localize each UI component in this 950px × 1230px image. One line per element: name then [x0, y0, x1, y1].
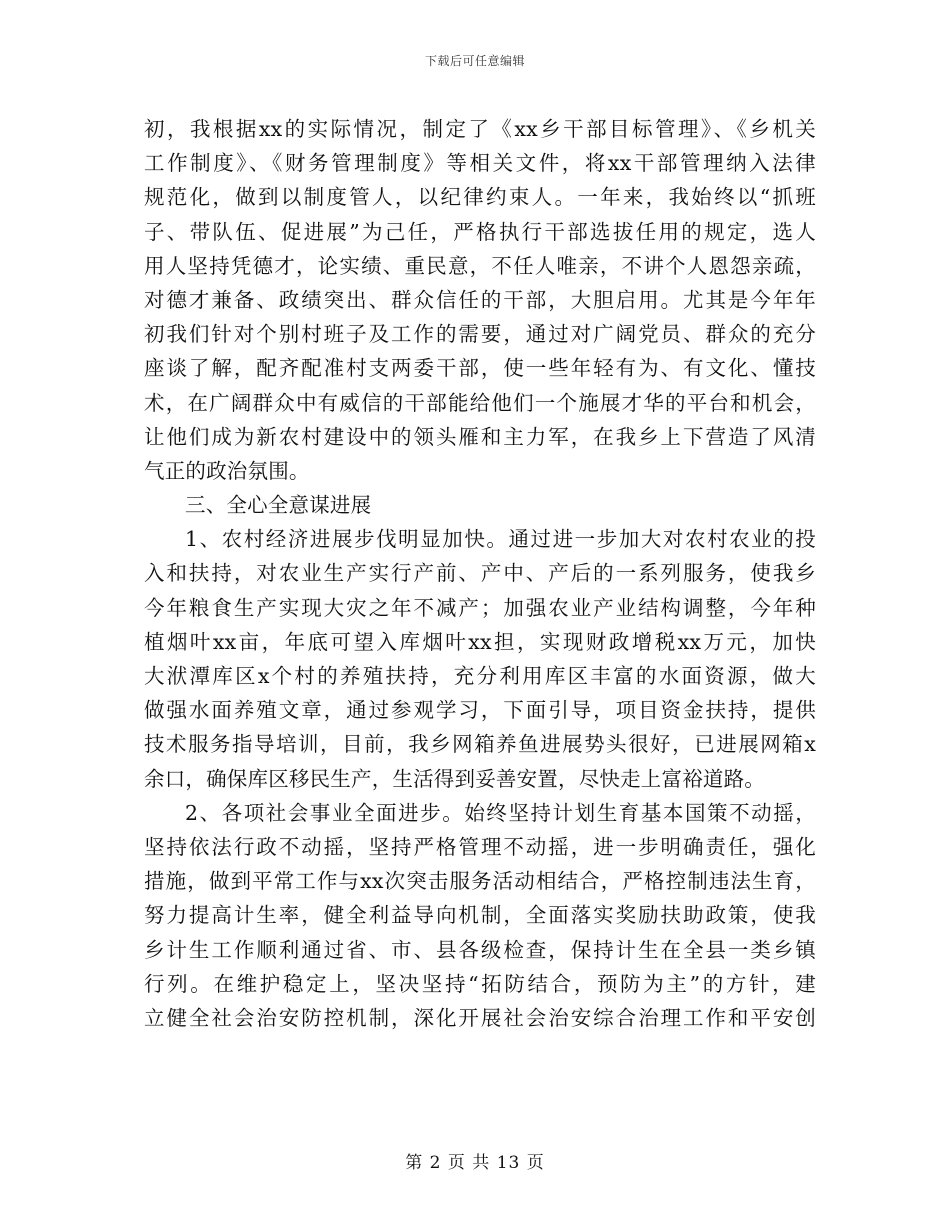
text-line: 今年粮食生产实现大灾之年不减产；加强农业产业结构调整，今年种 — [144, 595, 816, 620]
page-header: 下载后可任意编辑 — [424, 54, 525, 68]
text-line: 技术服务指导培训，目前，我乡网箱养鱼进展势头很好，已进展网箱x — [144, 732, 816, 757]
text-line: 用人坚持凭德才，论实绩、重民意，不任人唯亲，不讲个人恩怨亲疏， — [144, 253, 816, 278]
text-line: 座谈了解，配齐配准村支两委干部，使一些年轻有为、有文化、懂技 — [144, 356, 816, 381]
text-line: 术，在广阔群众中有威信的干部能给他们一个施展才华的平台和机会， — [144, 390, 816, 415]
section-heading: 三、全心全意谋进展 — [185, 493, 372, 518]
text-line: 入和扶持，对农业生产实行产前、产中、产后的一系列服务，使我乡 — [144, 561, 816, 586]
text-line: 余口，确保库区移民生产，生活得到妥善安置，尽快走上富裕道路。 — [144, 766, 765, 791]
page-number-footer: 第 2 页 共 13 页 — [405, 1153, 545, 1173]
text-line: 大洑潭库区x个村的养殖扶持，充分利用库区丰富的水面资源，做大 — [144, 664, 816, 688]
text-line: 气正的政治氛围。 — [144, 458, 310, 483]
text-line: 植烟叶xx亩，年底可望入库烟叶xx担，实现财政增税xx万元，加快 — [144, 629, 816, 654]
text-line: 让他们成为新农村建设中的领头雁和主力军，在我乡上下营造了风清 — [144, 424, 816, 449]
text-line: 坚持依法行政不动摇，坚持严格管理不动摇，进一步明确责任，强化 — [144, 834, 816, 859]
text-line: 初，我根据xx的实际情况，制定了《xx乡干部目标管理》、《乡机关 — [144, 117, 816, 141]
text-line: 初我们针对个别村班子及工作的需要，通过对广阔党员、群众的充分 — [144, 322, 816, 347]
text-line: 做强水面养殖文章，通过参观学习，下面引导，项目资金扶持，提供 — [144, 698, 816, 723]
text-line: 工作制度》、《财务管理制度》等相关文件，将xx干部管理纳入法律 — [144, 151, 816, 176]
text-line: 1、农村经济进展步伐明显加快。通过进一步加大对农村农业的投 — [185, 527, 816, 552]
text-line: 努力提高计生率，健全利益导向机制，全面落实奖励扶助政策，使我 — [144, 903, 816, 928]
text-line: 对德才兼备、政绩突出、群众信任的干部，大胆启用。尤其是今年年 — [144, 287, 816, 312]
text-line: 2、各项社会事业全面进步。始终坚持计划生育基本国策不动摇， — [185, 800, 816, 825]
document-body — [144, 112, 816, 1035]
text-line: 行列。在维护稳定上，坚决坚持“拓防结合，预防为主”的方针，建 — [144, 971, 816, 996]
text-line: 子、带队伍、促进展”为己任，严格执行干部选拔任用的规定，选人 — [144, 219, 816, 244]
text-line: 措施，做到平常工作与xx次突击服务活动相结合，严格控制违法生育， — [144, 869, 816, 894]
text-line: 规范化，做到以制度管人，以纪律约束人。一年来，我始终以“抓班 — [144, 185, 816, 210]
text-line: 乡计生工作顺利通过省、市、县各级检查，保持计生在全县一类乡镇 — [144, 937, 816, 962]
text-line: 立健全社会治安防控机制，深化开展社会治安综合治理工作和平安创 — [144, 1005, 816, 1030]
